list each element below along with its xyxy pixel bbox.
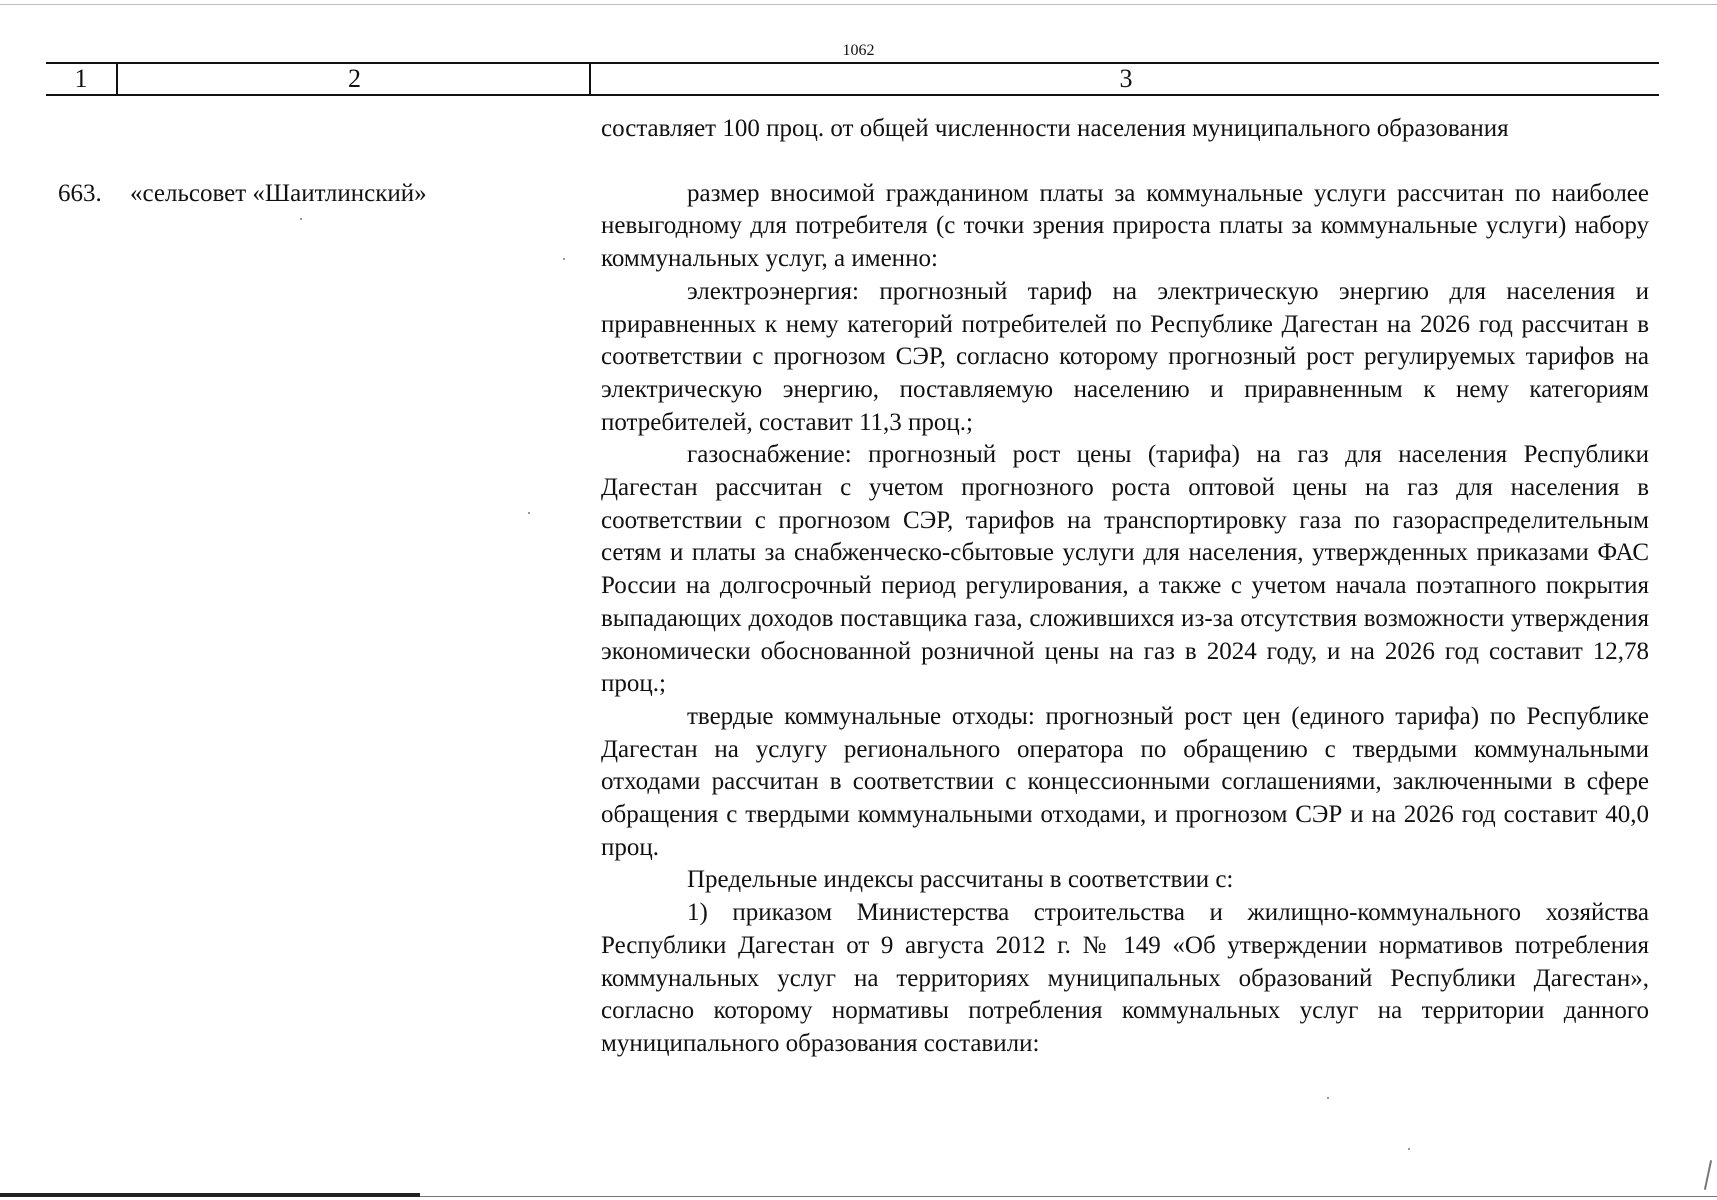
page-number: 1062 (842, 42, 875, 59)
column-header-3: 3 (589, 64, 1661, 94)
scan-speck (300, 218, 302, 220)
scan-artifact-edge (1704, 1160, 1712, 1190)
paragraph-waste: твердые коммунальные отходы: прогнозный рост цен (единого тарифа) по Республике Дагестан на услугу регионального оператора по обращению с твердыми коммунальными отходами рассчитан в соответствии с концессионными соглашениями, заключенными в сфере обращения с твердыми коммунальными отходами, и прогнозом СЭР и на 2026 год составит 40,0 проц. (601, 702, 1649, 861)
scan-speck (1408, 1148, 1410, 1150)
column-header-1: 1 (74, 64, 88, 93)
paragraph-indices: Предельные индексы рассчитаны в соответствии с: (687, 866, 1234, 894)
scan-artifact-top (0, 4, 1717, 5)
scan-artifact-bottom (0, 1193, 420, 1197)
paragraph-payment: размер вносимой гражданином платы за коммунальные услуги рассчитан по наиболее невыгодному для потребителя (с точки зрения прироста платы за коммунальные услуги) набору коммунальных услуг, а именно: (601, 179, 1649, 273)
scan-speck (1327, 1097, 1329, 1099)
paragraph-gas: газоснабжение: прогнозный рост цены (тарифа) на газ для населения Республики Дагестан рассчитан с учетом прогнозного роста оптовой цены на газ для населения в соответствии с прогнозом СЭР, тарифов на транспортировку газа по газораспределительным сетям и платы за снабженческо-сбытовые услуги для населения, утвержденных приказами ФАС России на долгосрочный период регулирования, а также с учетом начала поэтапного покрытия выпадающих доходов поставщика газа, сложившихся из-за отсутствия возможности утверждения экономически обоснованной розничной цены на газ в 2024 году, и на 2026 год составит 12,78 проц.; (601, 441, 1649, 698)
scan-artifact-bottom-thin (420, 1196, 1717, 1197)
row-description (601, 113, 1649, 1061)
table-header (46, 62, 1659, 96)
row-number: 663. (58, 180, 102, 207)
paragraph-electricity: электроэнергия: прогнозный тариф на электрическую энергию для населения и приравненных к нему категорий потребителей по Республике Дагестан на 2026 год рассчитан в соответствии с прогнозом СЭР, согласно которому прогнозный рост регулируемых тарифов на электрическую энергию, поставляемую населению и приравненным к нему категориям потребителей, составит 11,3 проц.; (601, 277, 1649, 436)
scan-speck (563, 258, 565, 260)
municipality-name: «сельсовет «Шаитлинский» (130, 180, 427, 207)
paragraph-order: 1) приказом Министерства строительства и жилищно-коммунального хозяйства Республики Дагестан от 9 августа 2012 г. № 149 «Об утверждении нормативов потребления коммунальных услуг на территориях муниципальных образований Республики Дагестан», согласно которому нормативы потребления коммунальных услуг на территории данного муниципального образования составили: (601, 899, 1649, 1057)
continuation-text: составляет 100 проц. от общей численности населения муниципального образования (601, 115, 1509, 142)
scan-speck (528, 512, 530, 514)
column-header-2: 2 (116, 64, 591, 94)
